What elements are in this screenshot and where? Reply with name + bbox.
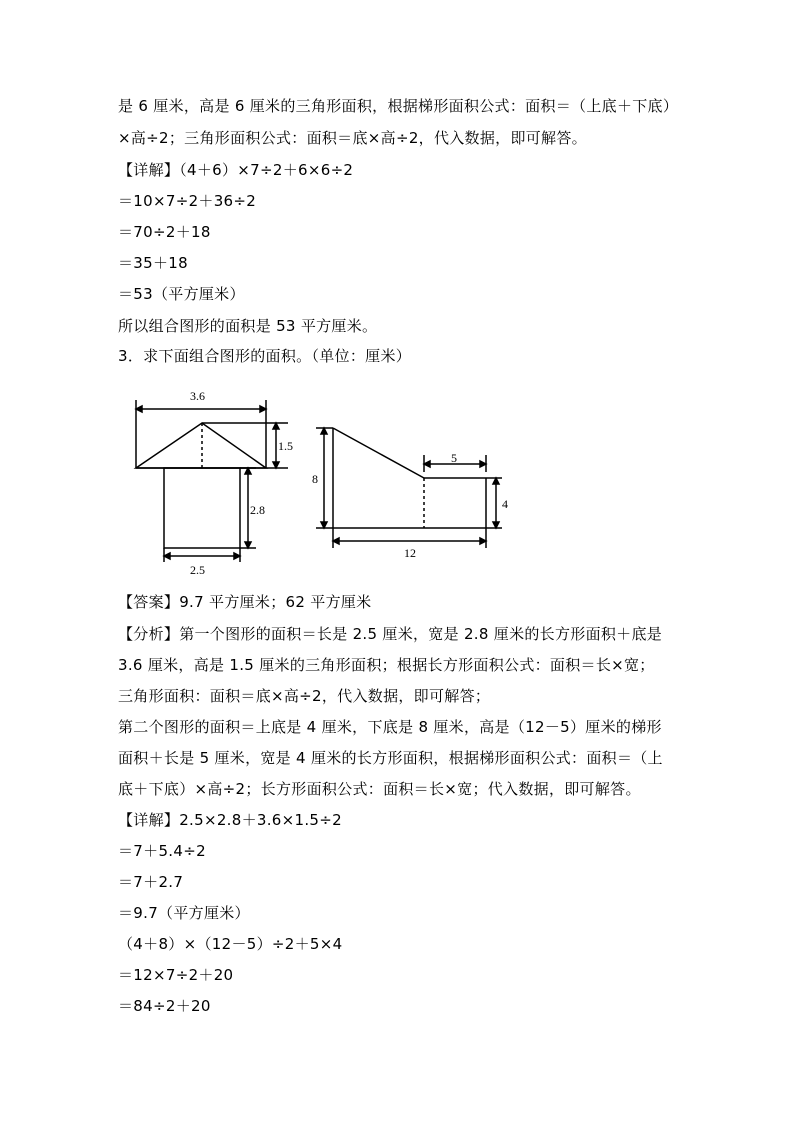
text-line-2: ×高÷2；三角形面积公式：面积＝底×高÷2，代入数据，即可解答。 [118, 129, 587, 147]
analysis-line-5: 面积＋长是 5 厘米，宽是 4 厘米的长方形面积，根据梯形面积公式：面积＝（上 [118, 749, 663, 767]
detail-line-1: 【详解】2.5×2.8＋3.6×1.5÷2 [118, 811, 342, 829]
text-line-3: 【详解】（4＋6）×7÷2＋6×6÷2 [118, 161, 354, 179]
answer-line: 【答案】9.7 平方厘米；62 平方厘米 [118, 593, 372, 611]
text-line-1: 是 6 厘米，高是 6 厘米的三角形面积，根据梯形面积公式：面积＝（上底＋下底） [118, 97, 679, 115]
text-line-4: ＝10×7÷2＋36÷2 [118, 192, 257, 210]
label-4: 4 [502, 497, 508, 511]
label-1.5: 1.5 [278, 439, 293, 453]
text-line-5: ＝70÷2＋18 [118, 223, 211, 241]
analysis-line-4: 第二个图形的面积＝上底是 4 厘米，下底是 8 厘米，高是（12－5）厘米的梯形 [118, 718, 662, 736]
detail-line-5: （4＋8）×（12－5）÷2＋5×4 [118, 935, 343, 953]
detail-line-7: ＝84÷2＋20 [118, 997, 211, 1015]
figure-area [118, 380, 538, 584]
analysis-line-3: 三角形面积：面积＝底×高÷2，代入数据，即可解答； [118, 687, 491, 705]
detail-line-4: ＝9.7（平方厘米） [118, 904, 250, 922]
label-5: 5 [451, 451, 457, 465]
text-line-6: ＝35＋18 [118, 254, 188, 272]
label-2.5: 2.5 [190, 563, 205, 577]
right-figure [316, 428, 502, 548]
question-title: 3．求下面组合图形的面积。（单位：厘米） [118, 347, 412, 365]
label-3.6: 3.6 [190, 389, 205, 403]
analysis-line-6: 底＋下底）×高÷2；长方形面积公式：面积＝长×宽；代入数据，即可解答。 [118, 780, 641, 798]
label-8: 8 [312, 472, 318, 486]
label-2.8: 2.8 [250, 503, 265, 517]
text-line-7: ＝53（平方厘米） [118, 285, 245, 303]
detail-line-6: ＝12×7÷2＋20 [118, 966, 234, 984]
analysis-line-2: 3.6 厘米，高是 1.5 厘米的三角形面积；根据长方形面积公式：面积＝长×宽； [118, 656, 655, 674]
text-line-8: 所以组合图形的面积是 53 平方厘米。 [118, 317, 378, 335]
detail-line-2: ＝7＋5.4÷2 [118, 842, 206, 860]
composite-figures [118, 380, 538, 580]
left-figure [136, 400, 288, 562]
analysis-line-1: 【分析】第一个图形的面积＝长是 2.5 厘米，宽是 2.8 厘米的长方形面积＋底是 [118, 625, 663, 643]
detail-line-3: ＝7＋2.7 [118, 873, 184, 891]
label-12: 12 [404, 546, 416, 560]
